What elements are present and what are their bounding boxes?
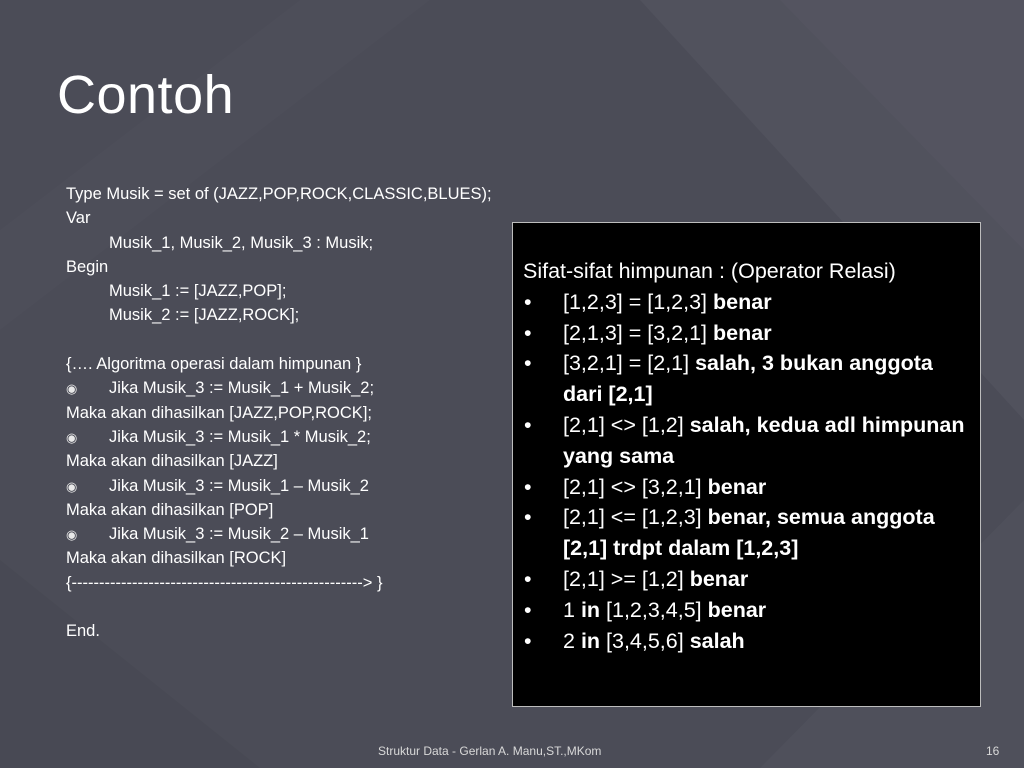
relation-item	[523, 287, 970, 318]
bullet-dot-icon: •	[524, 289, 532, 314]
slide-title: Contoh	[57, 65, 235, 125]
code-line	[66, 352, 506, 376]
code-line-text: Maka akan dihasilkan [JAZZ]	[66, 452, 278, 471]
relation-verdict: salah	[689, 628, 745, 653]
relation-operators-panel	[512, 222, 981, 707]
relation-expression: [1,2,3,4,5]	[600, 597, 708, 622]
bullet-dot-icon: •	[524, 474, 532, 499]
relation-verdict: salah, 3 bukan anggota dari [2,1]	[563, 351, 933, 407]
code-line-text: {-----------------------------------------------------> }	[66, 573, 383, 592]
relation-expression: 1	[563, 597, 581, 622]
page-number: 16	[986, 744, 1000, 758]
bullet-dot-icon: •	[524, 412, 532, 437]
code-line	[66, 474, 506, 498]
code-blank-line	[66, 328, 506, 352]
code-line	[66, 303, 506, 327]
relation-item	[523, 564, 970, 595]
relation-expression: [2,1] <= [1,2,3]	[563, 505, 708, 530]
relation-verdict: benar	[689, 566, 749, 591]
code-line-text: Type Musik = set of (JAZZ,POP,ROCK,CLASSIC,BLUES);	[66, 185, 492, 203]
code-line-text: Musik_1, Musik_2, Musik_3 : Musik;	[109, 233, 374, 252]
bullet-dot-icon: •	[524, 628, 532, 653]
code-line	[66, 255, 506, 279]
relation-expression: [1,2,3] = [1,2,3]	[563, 289, 714, 314]
code-line	[66, 522, 506, 546]
code-line	[66, 425, 506, 449]
relation-verdict: benar	[707, 474, 767, 499]
radio-bullet-icon: ◉	[66, 478, 78, 494]
relation-item	[523, 318, 970, 349]
code-line	[66, 571, 506, 595]
code-line-text: Jika Musik_3 := Musik_1 + Musik_2;	[109, 379, 375, 398]
code-line-text: Jika Musik_3 := Musik_2 – Musik_1	[109, 525, 369, 544]
relation-item	[523, 410, 970, 472]
code-line-text: Maka akan dihasilkan [ROCK]	[66, 549, 287, 568]
relation-expression: [3,2,1] = [2,1]	[563, 351, 696, 376]
panel-heading: Sifat-sifat himpunan : (Operator Relasi)	[523, 259, 896, 283]
relation-item	[523, 472, 970, 503]
radio-bullet-icon: ◉	[66, 527, 78, 543]
code-line-text: Maka akan dihasilkan [JAZZ,POP,ROCK];	[66, 403, 372, 422]
code-blank-line	[66, 595, 506, 619]
code-line	[66, 279, 506, 303]
relation-verdict: benar	[713, 289, 772, 314]
code-line-text: Jika Musik_3 := Musik_1 – Musik_2	[109, 476, 369, 495]
relation-expression: [2,1,3] = [3,2,1]	[563, 320, 714, 345]
code-line	[66, 401, 506, 425]
relation-item	[523, 626, 970, 657]
relation-verdict: in	[580, 628, 601, 653]
slide-footer: Struktur Data - Gerlan A. Manu,ST.,MKom	[378, 744, 602, 758]
code-block	[66, 182, 506, 644]
relation-item	[523, 595, 970, 626]
relation-expression: [2,1] >= [1,2]	[563, 566, 690, 591]
relation-expression: [2,1] <> [3,2,1]	[563, 474, 708, 499]
relation-verdict: in	[580, 597, 601, 622]
bullet-dot-icon: •	[524, 351, 532, 376]
bullet-dot-icon: •	[524, 320, 532, 345]
relation-verdict: benar	[713, 320, 772, 345]
code-line	[66, 498, 506, 522]
radio-bullet-icon: ◉	[66, 429, 78, 445]
code-line	[66, 449, 506, 473]
code-line	[66, 376, 506, 400]
code-line	[66, 231, 506, 255]
bullet-dot-icon: •	[524, 597, 532, 622]
code-line-text: Var	[66, 209, 91, 228]
code-line	[66, 546, 506, 570]
bullet-dot-icon: •	[524, 505, 532, 530]
code-line-text: Musik_1 := [JAZZ,POP];	[109, 282, 287, 301]
relation-expression: 2	[563, 628, 581, 653]
relation-expression: [3,4,5,6]	[600, 628, 690, 653]
code-line	[66, 206, 506, 230]
radio-bullet-icon: ◉	[66, 381, 78, 397]
bullet-dot-icon: •	[524, 566, 532, 591]
code-line	[66, 182, 506, 206]
relation-item	[523, 502, 970, 564]
code-line	[66, 619, 506, 643]
relation-verdict: benar, semua anggota [2,1] trdpt dalam [1,2,3]	[563, 505, 935, 561]
code-line-text: Musik_2 := [JAZZ,ROCK];	[109, 306, 300, 325]
relation-verdict: salah, kedua adl himpunan yang sama	[563, 412, 965, 468]
code-line-text: End.	[66, 622, 100, 641]
relation-item	[523, 348, 970, 410]
code-line-text: {…. Algoritma operasi dalam himpunan }	[66, 355, 362, 374]
relation-expression: [2,1] <> [1,2]	[563, 412, 690, 437]
code-line-text: Jika Musik_3 := Musik_1 * Musik_2;	[109, 427, 371, 446]
code-line-text: Begin	[66, 257, 109, 276]
code-line-text: Maka akan dihasilkan [POP]	[66, 500, 274, 519]
panel-bullet-list	[523, 287, 970, 657]
relation-verdict: benar	[707, 597, 767, 622]
